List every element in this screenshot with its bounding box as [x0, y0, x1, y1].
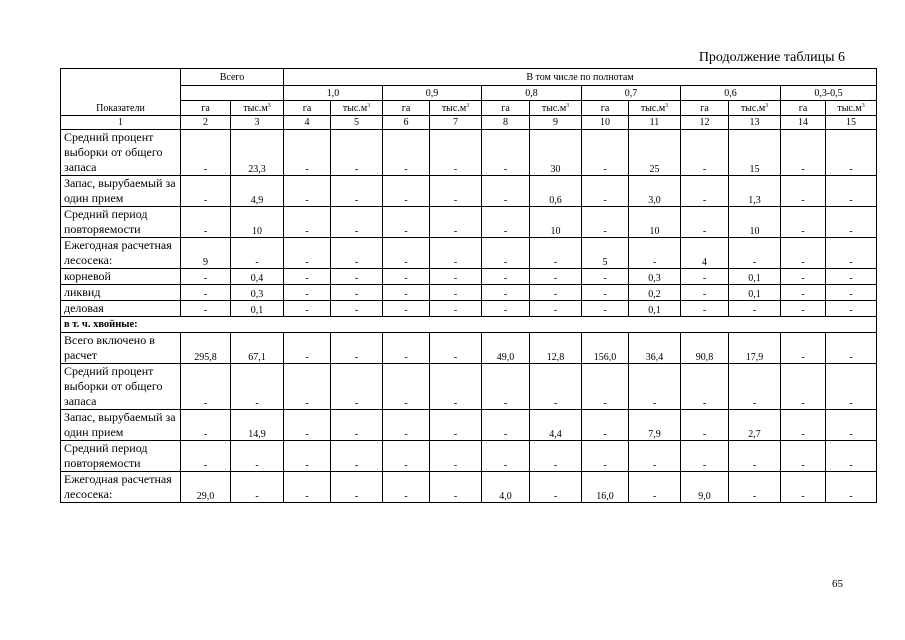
- table-cell: -: [530, 472, 582, 503]
- header-indicator: Показатели: [61, 69, 181, 116]
- unit-volume-sup: 3: [267, 102, 271, 109]
- column-number: 9: [530, 116, 582, 130]
- table-cell: -: [284, 130, 331, 176]
- table-cell: -: [482, 441, 530, 472]
- table-cell: -: [482, 285, 530, 301]
- table-cell: -: [430, 333, 482, 364]
- row-label: Всего включено в расчет: [61, 333, 181, 364]
- table-row: [61, 176, 877, 207]
- table-cell: -: [383, 238, 430, 269]
- unit-ha: га: [284, 101, 331, 116]
- table-cell: -: [482, 269, 530, 285]
- table-cell: -: [181, 176, 231, 207]
- table-row: [61, 130, 877, 176]
- table-cell: -: [284, 207, 331, 238]
- table-cell: -: [826, 176, 877, 207]
- table-cell: 0,6: [530, 176, 582, 207]
- table-cell: -: [826, 238, 877, 269]
- table-cell: -: [482, 130, 530, 176]
- table-cell: -: [826, 472, 877, 503]
- table-cell: -: [582, 130, 629, 176]
- unit-volume-text: тыс.м: [441, 102, 467, 114]
- unit-volume-text: тыс.м: [342, 102, 368, 114]
- table-cell: -: [331, 207, 383, 238]
- table-cell: 2,7: [729, 410, 781, 441]
- column-number: 12: [681, 116, 729, 130]
- row-label: Средний процент выборки от общего запаса: [61, 130, 181, 176]
- row-label: Средний процент выборки от общего запаса: [61, 364, 181, 410]
- table-cell: -: [284, 364, 331, 410]
- header-density-group: В том числе по полнотам: [284, 69, 877, 86]
- table-cell: -: [729, 472, 781, 503]
- header-density: 1,0: [284, 86, 383, 101]
- unit-volume: [331, 101, 383, 116]
- table-cell: 23,3: [231, 130, 284, 176]
- table-cell: -: [284, 333, 331, 364]
- table-cell: 5: [582, 238, 629, 269]
- table-cell: -: [530, 301, 582, 317]
- unit-volume-text: тыс.м: [837, 102, 862, 114]
- column-number: 11: [629, 116, 681, 130]
- table-cell: -: [530, 238, 582, 269]
- unit-volume: [231, 101, 284, 116]
- table-cell: -: [482, 207, 530, 238]
- table-cell: 0,1: [729, 269, 781, 285]
- table-cell: -: [331, 472, 383, 503]
- table-cell: -: [826, 333, 877, 364]
- unit-ha: га: [181, 101, 231, 116]
- table-cell: -: [681, 207, 729, 238]
- unit-ha: га: [482, 101, 530, 116]
- table-cell: -: [284, 301, 331, 317]
- table-row: [61, 207, 877, 238]
- unit-volume-text: тыс.м: [243, 102, 268, 114]
- table-row: [61, 333, 877, 364]
- row-label: Ежегодная расчетная лесосека:: [61, 238, 181, 269]
- table-cell: -: [430, 285, 482, 301]
- table-cell: 49,0: [482, 333, 530, 364]
- table-cell: -: [383, 333, 430, 364]
- table-cell: -: [826, 364, 877, 410]
- table-cell: -: [781, 130, 826, 176]
- table-cell: -: [181, 441, 231, 472]
- table-cell: 90,8: [681, 333, 729, 364]
- column-number: 8: [482, 116, 530, 130]
- table-cell: -: [383, 207, 430, 238]
- table-cell: -: [781, 176, 826, 207]
- table-row: [61, 301, 877, 317]
- table-cell: -: [383, 269, 430, 285]
- table-cell: -: [781, 238, 826, 269]
- table-cell: 9: [181, 238, 231, 269]
- table-cell: -: [781, 333, 826, 364]
- table-cell: -: [231, 364, 284, 410]
- header-density: 0,6: [681, 86, 781, 101]
- table-row: [61, 238, 877, 269]
- table-cell: 15: [729, 130, 781, 176]
- table-cell: -: [781, 301, 826, 317]
- table-cell: -: [284, 176, 331, 207]
- table-cell: -: [331, 410, 383, 441]
- header-density: 0,3-0,5: [781, 86, 877, 101]
- unit-volume-text: тыс.м: [541, 102, 567, 114]
- table-cell: -: [530, 441, 582, 472]
- unit-volume-sup: 3: [367, 102, 371, 109]
- table-cell: -: [383, 441, 430, 472]
- row-label: деловая: [61, 301, 181, 317]
- table-cell: -: [430, 176, 482, 207]
- table-cell: 0,1: [729, 285, 781, 301]
- table-cell: -: [530, 269, 582, 285]
- table-cell: 0,1: [629, 301, 681, 317]
- table-cell: -: [729, 301, 781, 317]
- table-cell: -: [331, 269, 383, 285]
- table-cell: 10: [231, 207, 284, 238]
- row-label: Ежегодная расчетная лесосека:: [61, 472, 181, 503]
- table-cell: -: [430, 130, 482, 176]
- row-label: Средний период повторяемости: [61, 441, 181, 472]
- table-cell: 10: [629, 207, 681, 238]
- table-cell: -: [383, 130, 430, 176]
- table-cell: -: [826, 269, 877, 285]
- table-cell: -: [681, 285, 729, 301]
- table-cell: -: [582, 269, 629, 285]
- table-cell: 4: [681, 238, 729, 269]
- table-cell: -: [331, 441, 383, 472]
- table-cell: -: [181, 301, 231, 317]
- unit-volume-sup: 3: [466, 102, 470, 109]
- table-cell: -: [781, 472, 826, 503]
- table-cell: -: [331, 176, 383, 207]
- table-cell: -: [482, 176, 530, 207]
- table-cell: -: [331, 364, 383, 410]
- table-cell: -: [430, 441, 482, 472]
- table-cell: -: [781, 441, 826, 472]
- table-cell: 295,8: [181, 333, 231, 364]
- row-label: Средний период повторяемости: [61, 207, 181, 238]
- unit-ha: га: [582, 101, 629, 116]
- unit-volume-sup: 3: [861, 102, 865, 109]
- column-number: 7: [430, 116, 482, 130]
- table-cell: -: [629, 472, 681, 503]
- table-cell: -: [430, 301, 482, 317]
- table-cell: -: [383, 301, 430, 317]
- table-cell: -: [582, 176, 629, 207]
- table-row: [61, 364, 877, 410]
- table-cell: -: [582, 364, 629, 410]
- table-cell: -: [681, 441, 729, 472]
- table-cell: -: [781, 410, 826, 441]
- data-table: [60, 68, 877, 503]
- table-cell: -: [231, 472, 284, 503]
- table-cell: -: [284, 441, 331, 472]
- table-cell: -: [284, 285, 331, 301]
- table-row: [61, 472, 877, 503]
- table-cell: -: [430, 410, 482, 441]
- table-cell: -: [781, 364, 826, 410]
- column-number: 10: [582, 116, 629, 130]
- table-cell: 156,0: [582, 333, 629, 364]
- table-row: [61, 317, 877, 333]
- column-number: 1: [61, 116, 181, 130]
- table-cell: -: [181, 364, 231, 410]
- table-cell: 25: [629, 130, 681, 176]
- table-cell: -: [826, 410, 877, 441]
- table-cell: 0,1: [231, 301, 284, 317]
- column-number: 5: [331, 116, 383, 130]
- table-cell: 36,4: [629, 333, 681, 364]
- table-cell: 9,0: [681, 472, 729, 503]
- unit-volume: [826, 101, 877, 116]
- table-cell: 10: [729, 207, 781, 238]
- table-cell: -: [284, 238, 331, 269]
- table-cell: 0,4: [231, 269, 284, 285]
- page-number: 65: [832, 578, 843, 590]
- table-cell: -: [430, 364, 482, 410]
- table-cell: -: [629, 364, 681, 410]
- table-cell: -: [231, 441, 284, 472]
- column-number: 4: [284, 116, 331, 130]
- header-total-spacer: [181, 86, 284, 101]
- table-cell: 7,9: [629, 410, 681, 441]
- table-cell: -: [331, 301, 383, 317]
- table-cell: 17,9: [729, 333, 781, 364]
- table-cell: -: [530, 364, 582, 410]
- table-cell: -: [331, 238, 383, 269]
- row-label: ликвид: [61, 285, 181, 301]
- table-cell: -: [284, 410, 331, 441]
- table-cell: -: [383, 176, 430, 207]
- table-cell: 67,1: [231, 333, 284, 364]
- table-cell: -: [826, 285, 877, 301]
- table-cell: -: [181, 410, 231, 441]
- table-cell: 29,0: [181, 472, 231, 503]
- unit-volume-sup: 3: [765, 102, 769, 109]
- table-cell: -: [284, 269, 331, 285]
- table-cell: 0,3: [629, 269, 681, 285]
- table-cell: -: [181, 207, 231, 238]
- table-caption: Продолжение таблицы 6: [698, 50, 845, 65]
- table-cell: -: [681, 269, 729, 285]
- table-cell: -: [231, 238, 284, 269]
- table-cell: -: [181, 269, 231, 285]
- table-row: [61, 410, 877, 441]
- table-cell: -: [383, 285, 430, 301]
- header-total: Всего: [181, 69, 284, 86]
- header-density: 0,8: [482, 86, 582, 101]
- table-cell: 0,3: [231, 285, 284, 301]
- table-cell: -: [729, 441, 781, 472]
- table-cell: -: [482, 238, 530, 269]
- unit-volume-sup: 3: [665, 102, 669, 109]
- table-cell: 14,9: [231, 410, 284, 441]
- table-cell: -: [681, 301, 729, 317]
- column-number: 2: [181, 116, 231, 130]
- table-cell: -: [826, 301, 877, 317]
- table-cell: 16,0: [582, 472, 629, 503]
- table-cell: -: [826, 207, 877, 238]
- header-density: 0,7: [582, 86, 681, 101]
- table-cell: -: [284, 472, 331, 503]
- column-number: 15: [826, 116, 877, 130]
- table-cell: -: [781, 207, 826, 238]
- table-cell: -: [781, 269, 826, 285]
- table-cell: -: [181, 130, 231, 176]
- unit-volume-text: тыс.м: [740, 102, 766, 114]
- table-cell: -: [629, 441, 681, 472]
- table-cell: -: [482, 410, 530, 441]
- table-cell: -: [826, 130, 877, 176]
- row-label: корневой: [61, 269, 181, 285]
- unit-volume-sup: 3: [566, 102, 570, 109]
- table-cell: -: [331, 285, 383, 301]
- table-cell: -: [681, 364, 729, 410]
- row-label: Запас, вырубаемый за один прием: [61, 176, 181, 207]
- table-cell: -: [331, 333, 383, 364]
- column-number: 13: [729, 116, 781, 130]
- table-cell: -: [430, 269, 482, 285]
- table-cell: -: [582, 441, 629, 472]
- table-cell: 4,9: [231, 176, 284, 207]
- column-number: 3: [231, 116, 284, 130]
- unit-volume: [530, 101, 582, 116]
- table-cell: 30: [530, 130, 582, 176]
- table-cell: -: [482, 364, 530, 410]
- unit-ha: га: [681, 101, 729, 116]
- table-cell: -: [181, 285, 231, 301]
- table-cell: 3,0: [629, 176, 681, 207]
- table-cell: -: [729, 238, 781, 269]
- table-cell: -: [582, 301, 629, 317]
- table-cell: -: [781, 285, 826, 301]
- table-cell: -: [430, 238, 482, 269]
- section-label: в т. ч. хвойные:: [61, 317, 877, 333]
- table-cell: -: [629, 238, 681, 269]
- table-cell: -: [331, 130, 383, 176]
- unit-volume: [629, 101, 681, 116]
- table-row: [61, 441, 877, 472]
- table-cell: 10: [530, 207, 582, 238]
- table-cell: -: [482, 301, 530, 317]
- table-cell: 4,4: [530, 410, 582, 441]
- table-cell: 4,0: [482, 472, 530, 503]
- table-cell: 1,3: [729, 176, 781, 207]
- header-density: 0,9: [383, 86, 482, 101]
- unit-volume-text: тыс.м: [640, 102, 666, 114]
- table-cell: 0,2: [629, 285, 681, 301]
- unit-volume: [729, 101, 781, 116]
- column-number: 6: [383, 116, 430, 130]
- unit-ha: га: [383, 101, 430, 116]
- table-cell: -: [582, 285, 629, 301]
- table-cell: -: [430, 207, 482, 238]
- row-label: Запас, вырубаемый за один прием: [61, 410, 181, 441]
- table-row: [61, 269, 877, 285]
- table-cell: 12,8: [530, 333, 582, 364]
- table-row: [61, 285, 877, 301]
- table-cell: -: [383, 364, 430, 410]
- table-cell: -: [681, 176, 729, 207]
- table-cell: -: [383, 472, 430, 503]
- table-cell: -: [530, 285, 582, 301]
- table-cell: -: [582, 207, 629, 238]
- column-number: 14: [781, 116, 826, 130]
- table-cell: -: [383, 410, 430, 441]
- unit-volume: [430, 101, 482, 116]
- unit-ha: га: [781, 101, 826, 116]
- table-cell: -: [681, 410, 729, 441]
- table-cell: -: [430, 472, 482, 503]
- table-cell: -: [582, 410, 629, 441]
- table-cell: -: [826, 441, 877, 472]
- table-cell: -: [681, 130, 729, 176]
- table-cell: -: [729, 364, 781, 410]
